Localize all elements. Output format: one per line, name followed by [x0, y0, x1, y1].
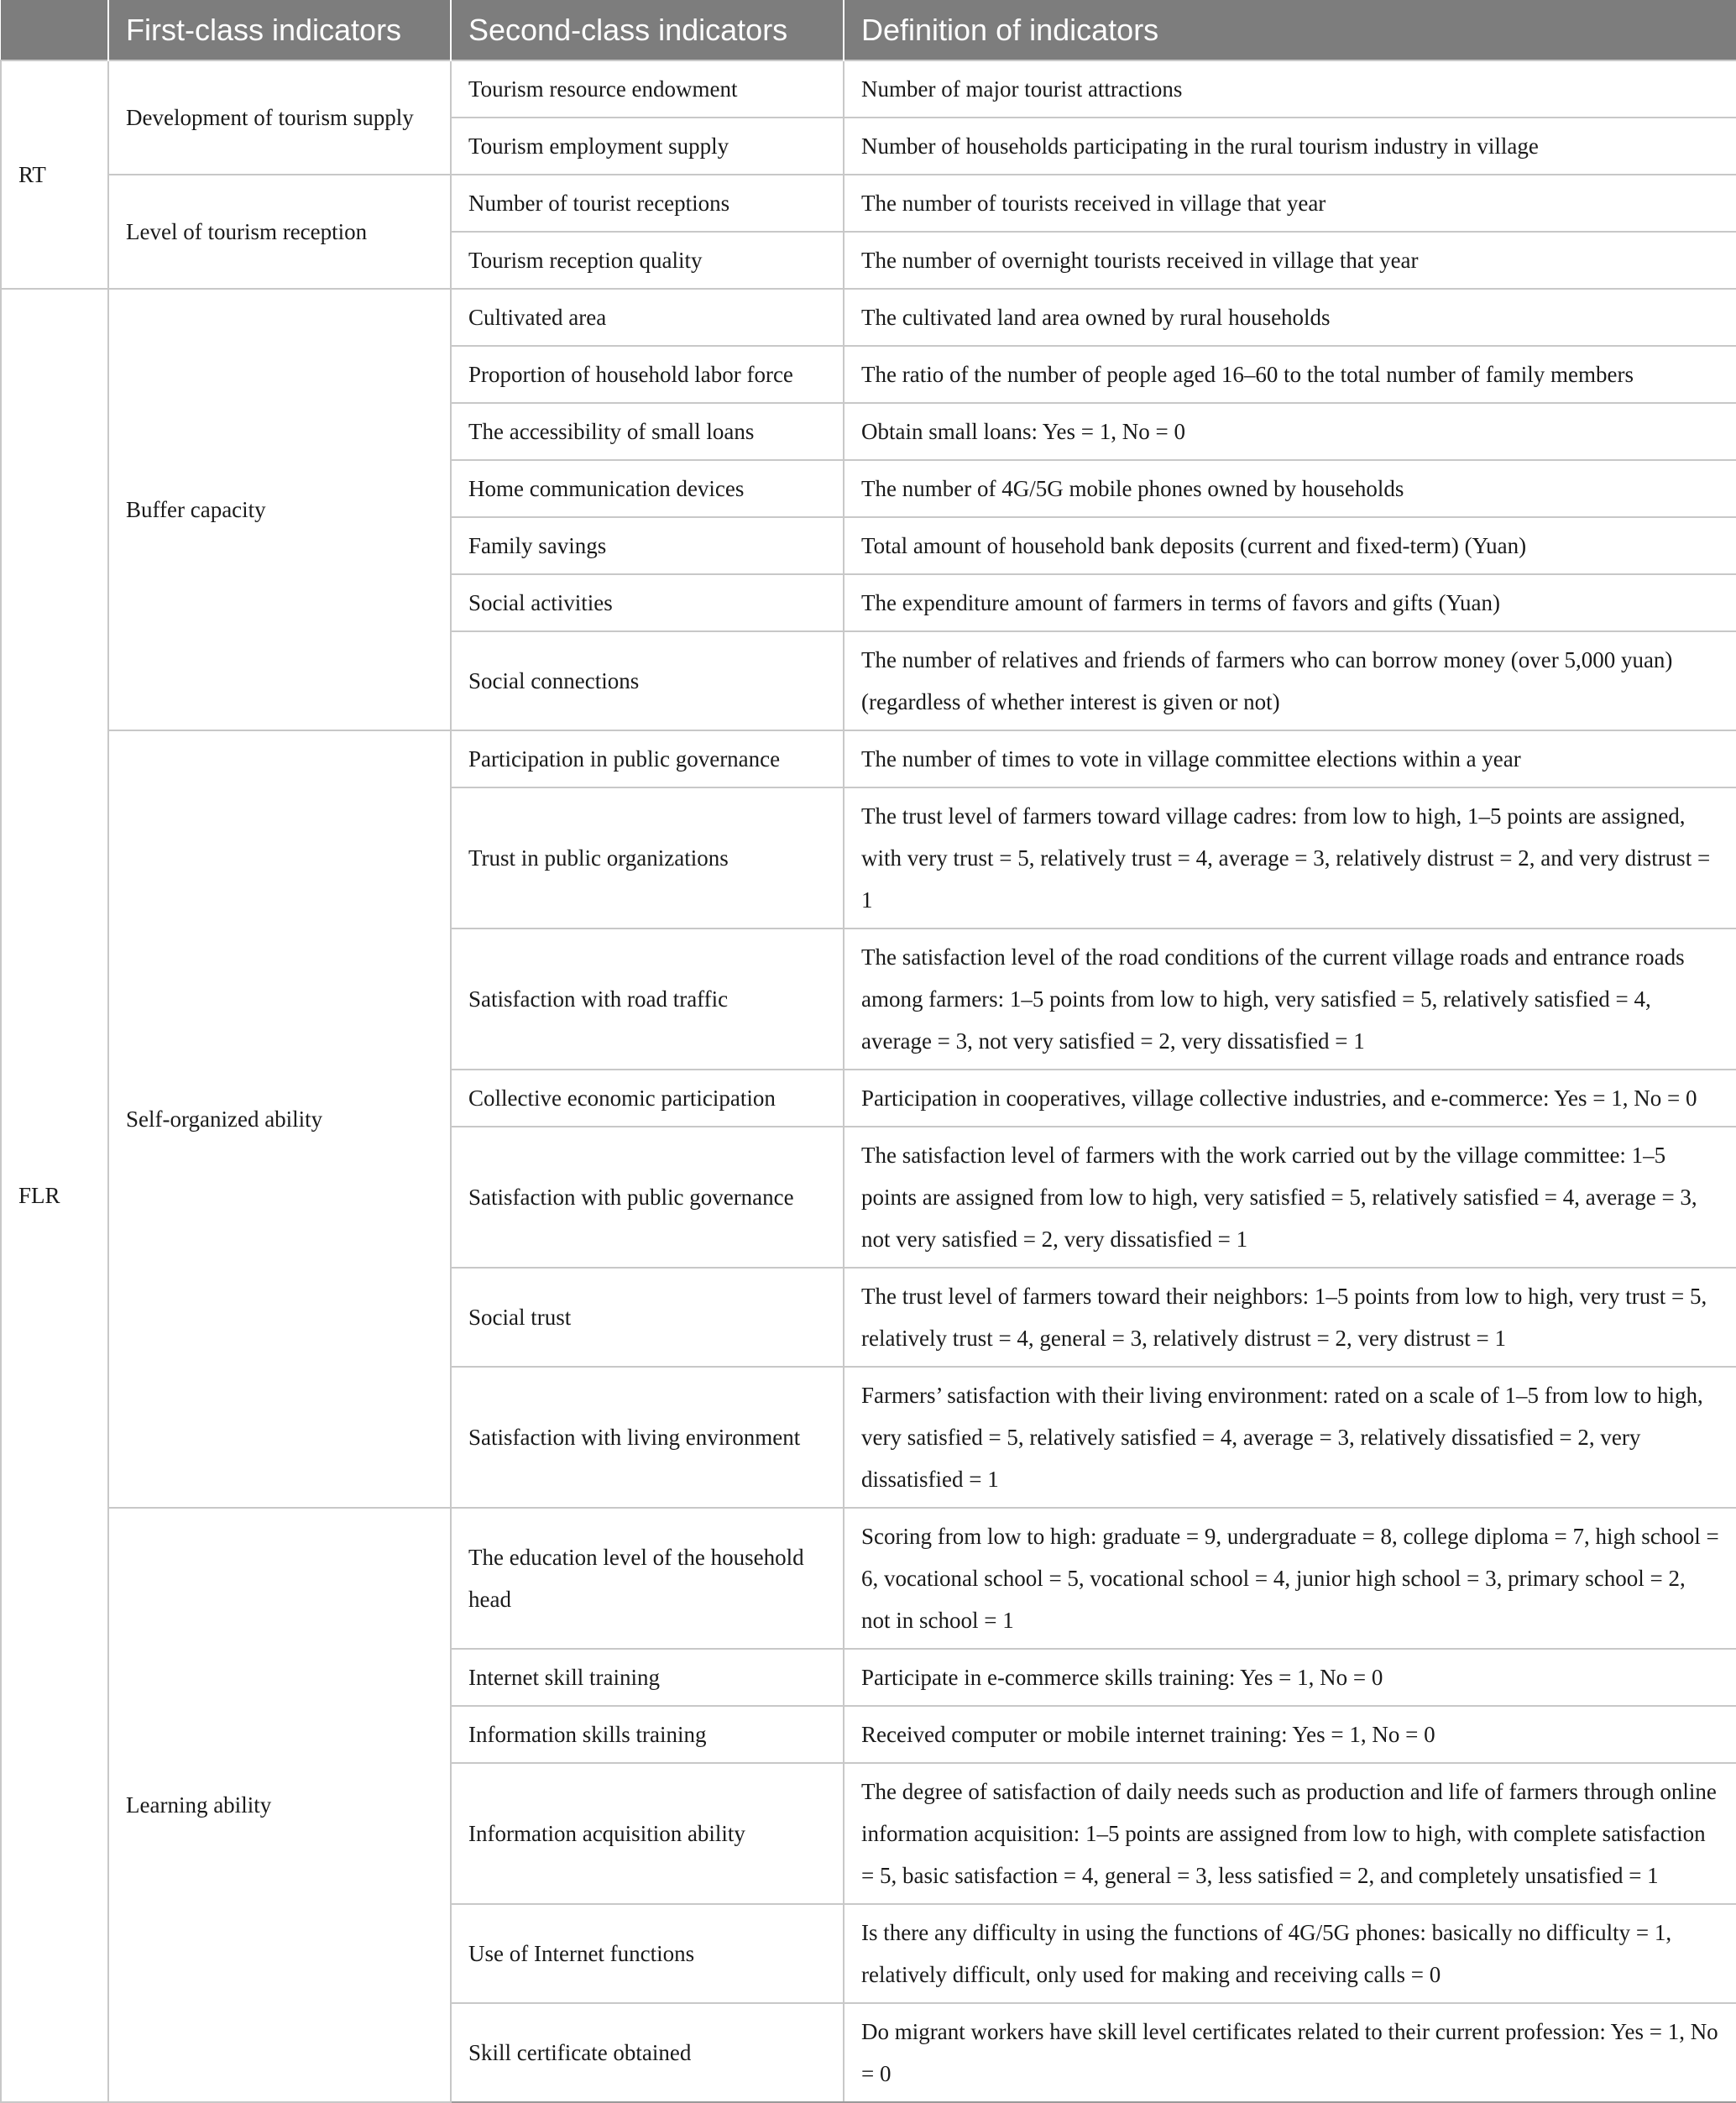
- second-class-cell: Collective economic participation: [451, 1070, 844, 1127]
- first-class-self-org: Self-organized ability: [108, 730, 451, 1508]
- table-row: [1, 1508, 1736, 1649]
- definition-cell: The trust level of farmers toward village cadres: from low to high, 1–5 points are assigned, with very trust = 5, relatively trust = 4, average = 3, relatively distrust = 2, and very distrust = 1: [844, 787, 1736, 929]
- table-row: [1, 175, 1736, 232]
- first-class-dev-supply: Development of tourism supply: [108, 60, 451, 175]
- definition-cell: Participation in cooperatives, village collective industries, and e-commerce: Yes = 1, No = 0: [844, 1070, 1736, 1127]
- table-row: [1, 60, 1736, 118]
- header-definition: Definition of indicators: [844, 0, 1736, 60]
- first-class-reception: Level of tourism reception: [108, 175, 451, 289]
- first-class-buffer: Buffer capacity: [108, 289, 451, 730]
- second-class-cell: Home communication devices: [451, 460, 844, 517]
- definition-cell: Received computer or mobile internet training: Yes = 1, No = 0: [844, 1706, 1736, 1763]
- second-class-cell: The education level of the household head: [451, 1508, 844, 1649]
- second-class-cell: Use of Internet functions: [451, 1904, 844, 2003]
- header-second-class: Second-class indicators: [451, 0, 844, 60]
- second-class-cell: Social connections: [451, 631, 844, 730]
- table-row: [1, 289, 1736, 346]
- definition-cell: The cultivated land area owned by rural households: [844, 289, 1736, 346]
- second-class-cell: Satisfaction with public governance: [451, 1127, 844, 1268]
- definition-cell: Number of households participating in the rural tourism industry in village: [844, 118, 1736, 175]
- group-rt: RT: [1, 60, 108, 289]
- definition-cell: Participate in e-commerce skills training: Yes = 1, No = 0: [844, 1649, 1736, 1706]
- second-class-cell: Satisfaction with road traffic: [451, 929, 844, 1070]
- second-class-cell: Tourism employment supply: [451, 118, 844, 175]
- second-class-cell: Skill certificate obtained: [451, 2003, 844, 2102]
- definition-cell: Number of major tourist attractions: [844, 60, 1736, 118]
- header-row: [1, 0, 1736, 60]
- second-class-cell: Participation in public governance: [451, 730, 844, 787]
- definition-cell: The satisfaction level of farmers with the work carried out by the village committee: 1–5 points are assigned from low to high, very satisfied = 5, relatively satisfied = 4, average = 3, not very satisfied = 2, very dissatisfied = 1: [844, 1127, 1736, 1268]
- table-header: [1, 0, 1736, 60]
- definition-cell: The degree of satisfaction of daily needs such as production and life of farmers through online information acquisition: 1–5 points are assigned from low to high, with complete satisfaction = 5, basic satisfaction = 4, general = 3, less satisfied = 2, and completely unsatisfied = 1: [844, 1763, 1736, 1904]
- definition-cell: The number of 4G/5G mobile phones owned by households: [844, 460, 1736, 517]
- group-flr: FLR: [1, 289, 108, 2102]
- definition-cell: The ratio of the number of people aged 16–60 to the total number of family members: [844, 346, 1736, 403]
- second-class-cell: Satisfaction with living environment: [451, 1367, 844, 1508]
- second-class-cell: Information acquisition ability: [451, 1763, 844, 1904]
- definition-cell: Total amount of household bank deposits (current and fixed-term) (Yuan): [844, 517, 1736, 574]
- second-class-cell: The accessibility of small loans: [451, 403, 844, 460]
- second-class-cell: Social activities: [451, 574, 844, 631]
- definition-cell: Obtain small loans: Yes = 1, No = 0: [844, 403, 1736, 460]
- definition-cell: The number of relatives and friends of farmers who can borrow money (over 5,000 yuan) (regardless of whether interest is given or not): [844, 631, 1736, 730]
- second-class-cell: Cultivated area: [451, 289, 844, 346]
- first-class-learning: Learning ability: [108, 1508, 451, 2102]
- second-class-cell: Number of tourist receptions: [451, 175, 844, 232]
- second-class-cell: Internet skill training: [451, 1649, 844, 1706]
- definition-cell: The satisfaction level of the road conditions of the current village roads and entrance roads among farmers: 1–5 points from low to high, very satisfied = 5, relatively satisfied = 4, average = 3, not very satisfied = 2, very dissatisfied = 1: [844, 929, 1736, 1070]
- second-class-cell: Information skills training: [451, 1706, 844, 1763]
- second-class-cell: Trust in public organizations: [451, 787, 844, 929]
- second-class-cell: Tourism resource endowment: [451, 60, 844, 118]
- second-class-cell: Tourism reception quality: [451, 232, 844, 289]
- header-first-class: First-class indicators: [108, 0, 451, 60]
- definition-cell: Is there any difficulty in using the functions of 4G/5G phones: basically no difficulty = 1, relatively difficult, only used for making and receiving calls = 0: [844, 1904, 1736, 2003]
- definition-cell: The number of overnight tourists received in village that year: [844, 232, 1736, 289]
- second-class-cell: Proportion of household labor force: [451, 346, 844, 403]
- table-row: [1, 730, 1736, 787]
- second-class-cell: Family savings: [451, 517, 844, 574]
- header-empty: [1, 0, 108, 60]
- definition-cell: The trust level of farmers toward their neighbors: 1–5 points from low to high, very trust = 5, relatively trust = 4, general = 3, relatively distrust = 2, very distrust = 1: [844, 1268, 1736, 1367]
- definition-cell: The expenditure amount of farmers in terms of favors and gifts (Yuan): [844, 574, 1736, 631]
- second-class-cell: Social trust: [451, 1268, 844, 1367]
- definition-cell: The number of tourists received in village that year: [844, 175, 1736, 232]
- table-body: [1, 60, 1736, 2102]
- definition-cell: Farmers’ satisfaction with their living environment: rated on a scale of 1–5 from low to high, very satisfied = 5, relatively satisfied = 4, average = 3, relatively dissatisfied = 2, very dissatisfied = 1: [844, 1367, 1736, 1508]
- definition-cell: The number of times to vote in village committee elections within a year: [844, 730, 1736, 787]
- definition-cell: Scoring from low to high: graduate = 9, undergraduate = 8, college diploma = 7, high school = 6, vocational school = 5, vocational school = 4, junior high school = 3, primary school = 2, not in school = 1: [844, 1508, 1736, 1649]
- definition-cell: Do migrant workers have skill level certificates related to their current profession: Yes = 1, No = 0: [844, 2003, 1736, 2102]
